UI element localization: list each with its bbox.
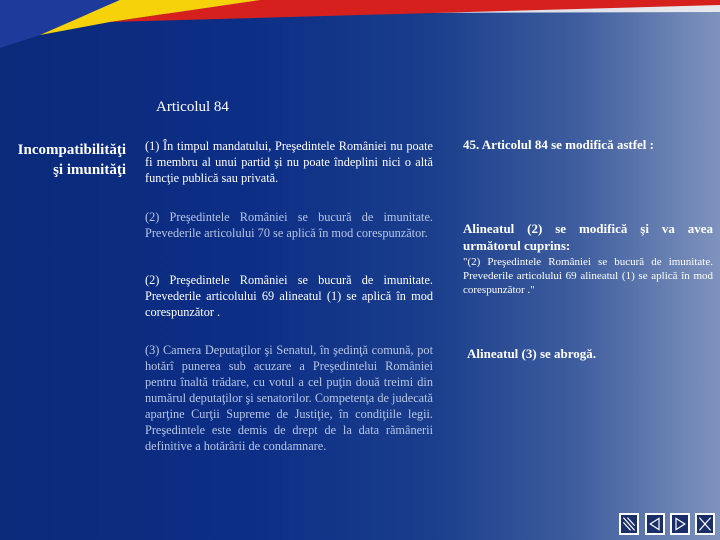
last-slide-icon	[697, 515, 713, 533]
side-label	[8, 140, 126, 180]
next-slide-button[interactable]	[670, 513, 690, 535]
paragraph-3: (3) Camera Deputaţilor şi Senatul, în şedinţă comună, pot hotărî punerea sub acuzare a Preşedintelui României pentru înaltă trădare, cu votul a cel puţin două treimi din numărul deputaţilor şi senatorilor. Competenţa de judecată aparţine Curţii Supreme de Justiţie, în condiţiile legii. Preşedintele este demis de drept de la data rămânerii definitive a hotărârii de condamnare.	[145, 343, 433, 453]
first-slide-icon	[621, 515, 637, 533]
amendment-heading: 45. Articolul 84 se modifică astfel :	[463, 137, 654, 152]
paragraph-1: (1) În timpul mandatului, Preşedintele României nu poate fi membru al unui partid şi nu poate îndeplini nici o altă funcţie publică sau privată.	[145, 139, 433, 185]
side-label-line1: Incompatibilităţi	[17, 142, 126, 158]
side-label-line2: şi imunităţi	[53, 162, 126, 178]
amendment-modification: Alineatul (2) se modifică şi va avea următorul cuprins:	[463, 221, 713, 253]
next-slide-icon	[672, 515, 688, 533]
first-slide-button[interactable]	[619, 513, 639, 535]
paragraph-2-new: (2) Preşedintele României se bucură de imunitate. Prevederile articolului 69 alineatul (1) se aplică în mod corespunzător .	[145, 273, 433, 319]
amendment-text: "(2) Preşedintele României se bucură de imunitate. Prevederile articolului 69 alineatul (1) se aplică în mod corespunzător ."	[463, 256, 713, 296]
article-title: Articolul 84	[156, 99, 229, 115]
previous-slide-icon	[647, 515, 663, 533]
previous-slide-button[interactable]	[645, 513, 665, 535]
amendment-repeal: Alineatul (3) se abrogă.	[467, 346, 597, 361]
last-slide-button[interactable]	[695, 513, 715, 535]
flag-decoration	[0, 0, 720, 60]
paragraph-2-old: (2) Preşedintele României se bucură de imunitate. Prevederile articolului 70 se aplică în mod corespunzător.	[145, 210, 433, 240]
